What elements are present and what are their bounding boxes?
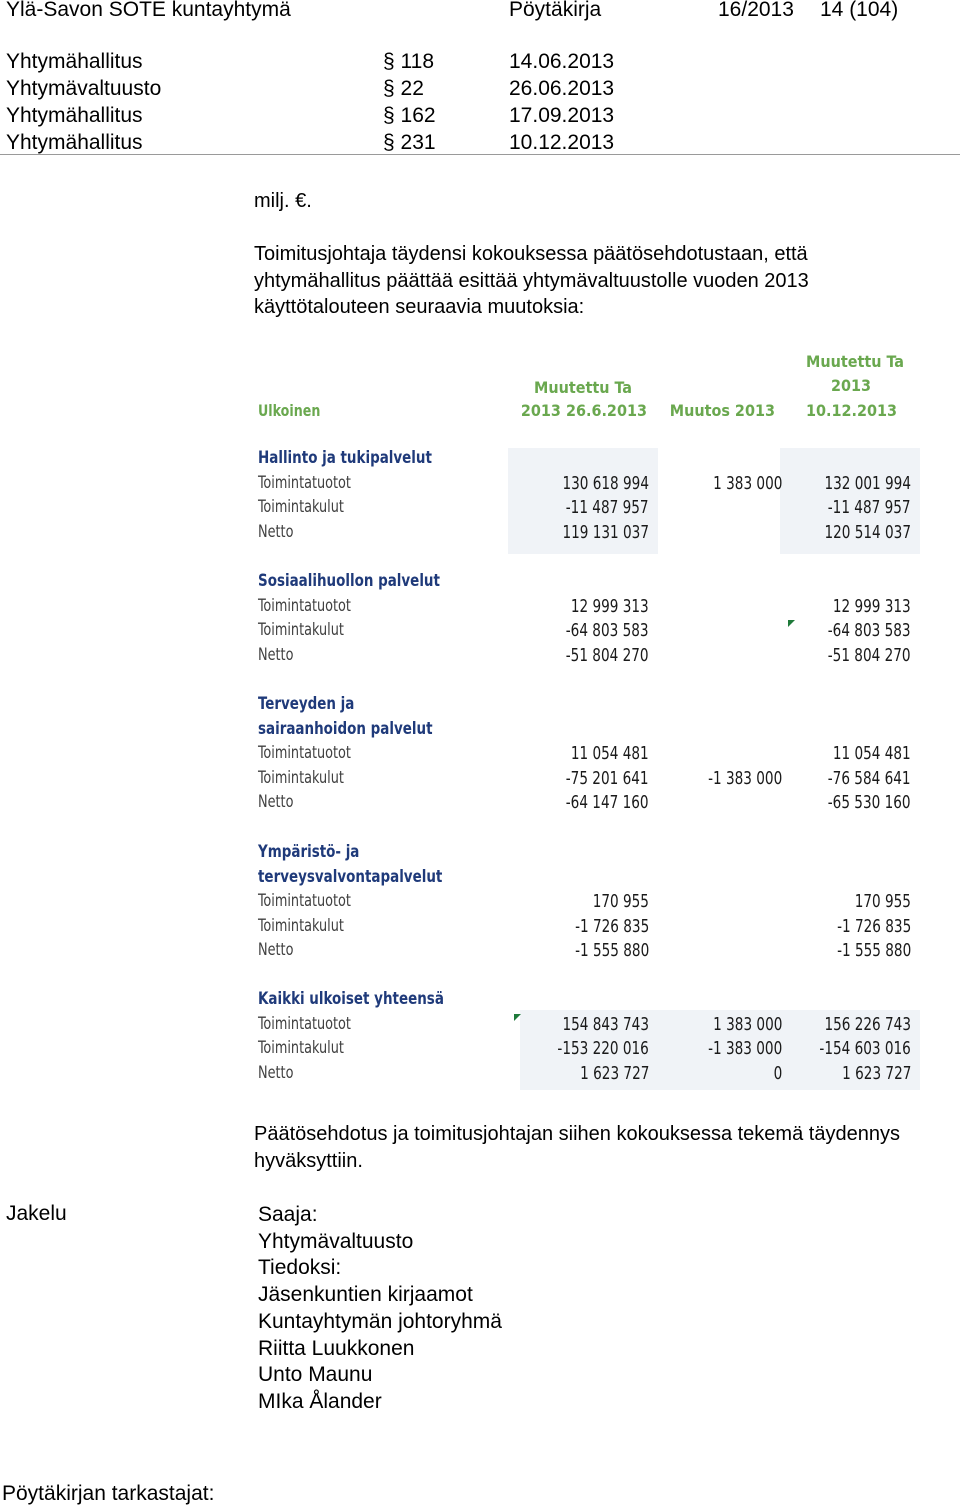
section-title: Hallinto ja tukipalvelut [258, 448, 432, 468]
value-before: -1 726 835 [574, 915, 649, 937]
distribution-line: Unto Maunu [258, 1363, 373, 1387]
value-after: -154 603 016 [819, 1038, 911, 1060]
column-header: 10.12.2013 [805, 401, 897, 420]
document-number: 16/2013 [718, 0, 794, 21]
column-header: Muutettu Ta [534, 378, 632, 397]
distribution-line: Saaja: [258, 1203, 318, 1226]
value-before: -11 487 957 [566, 497, 649, 519]
row-label: Toimintakulut [258, 915, 344, 936]
value-before: -64 147 160 [566, 792, 649, 814]
value-after: 11 054 481 [833, 743, 911, 764]
value-after: -11 487 957 [828, 497, 911, 519]
row-label: Toimintakulut [258, 497, 344, 518]
reference-section: § 231 [383, 131, 436, 154]
section-title: Ympäristö- ja [258, 842, 360, 862]
value-after: -1 726 835 [836, 915, 911, 937]
value-change: 0 [773, 1062, 782, 1084]
value-after: -64 803 583 [828, 620, 911, 642]
value-after: 156 226 743 [824, 1013, 911, 1035]
value-change: -1 383 000 [707, 1038, 782, 1060]
header-divider [0, 154, 960, 155]
value-before: 11 054 481 [571, 743, 649, 764]
reference-date: 10.12.2013 [509, 131, 615, 154]
document-type: Pöytäkirja [509, 0, 602, 21]
row-label: Netto [258, 940, 294, 961]
reference-body: Yhtymähallitus [6, 50, 143, 73]
value-before: -64 803 583 [566, 620, 649, 642]
reference-body: Yhtymähallitus [6, 104, 143, 127]
column-header: Muutettu Ta [806, 352, 904, 371]
page-number: 14 (104) [820, 0, 899, 21]
reference-date: 26.06.2013 [509, 77, 615, 100]
value-after: 1 623 727 [841, 1062, 911, 1084]
unit-note: milj. €. [254, 190, 312, 212]
section-title: Kaikki ulkoiset yhteensä [258, 989, 444, 1009]
value-before: 12 999 313 [571, 595, 649, 617]
row-label: Toimintakulut [258, 767, 344, 788]
reference-date: 14.06.2013 [509, 50, 615, 73]
column-header: 2013 26.6.2013 [520, 401, 647, 420]
row-label: Toimintakulut [258, 1038, 344, 1059]
distribution-line: MIka Ålander [258, 1389, 382, 1413]
value-before: -1 555 880 [574, 940, 649, 962]
value-change: 1 383 000 [712, 472, 782, 494]
reference-section: § 22 [383, 77, 424, 100]
table-title: Ulkoinen [258, 401, 321, 420]
row-label: Toimintatuotot [258, 891, 351, 911]
value-before: 1 623 727 [579, 1062, 649, 1084]
value-before: -75 201 641 [566, 767, 649, 789]
cell-marker-icon [788, 620, 795, 627]
row-label: Netto [258, 792, 294, 813]
reference-section: § 162 [383, 104, 436, 127]
value-change: -1 383 000 [707, 767, 782, 789]
column-header: 2013 [830, 376, 871, 395]
value-after: -76 584 641 [828, 767, 911, 789]
row-label: Netto [258, 1062, 294, 1083]
reference-section: § 118 [383, 50, 434, 73]
value-after: -65 530 160 [828, 792, 911, 814]
intro-paragraph: Toimitusjohtaja täydensi kokouksessa päätösehdotustaan, että yhtymähallitus päättää esittää yhtymävaltuustolle vuoden 2013 käyttötalouteen seuraavia muutoksia: [254, 243, 809, 318]
row-label: Toimintatuotot [258, 1013, 351, 1034]
footer-reviewers: Pöytäkirjan tarkastajat: [2, 1482, 215, 1505]
value-before: 170 955 [592, 891, 649, 912]
section-title: sairaanhoidon palvelut [258, 718, 433, 739]
value-before: 154 843 743 [562, 1013, 649, 1035]
distribution-line: Tiedoksi: [258, 1256, 342, 1280]
reference-body: Yhtymävaltuusto [6, 77, 162, 100]
section-title: Terveyden ja [258, 694, 355, 714]
distribution-list [258, 1202, 502, 1416]
value-before: -153 220 016 [557, 1038, 649, 1060]
row-label: Toimintatuotot [258, 595, 351, 616]
row-label: Toimintatuotot [258, 472, 351, 493]
reference-body: Yhtymähallitus [6, 131, 143, 154]
distribution-line: Jäsenkuntien kirjaamot [258, 1283, 473, 1307]
cell-marker-icon [514, 1014, 521, 1021]
distribution-line: Yhtymävaltuusto [258, 1229, 414, 1253]
section-title: terveysvalvontapalvelut [258, 866, 443, 887]
value-after: 120 514 037 [824, 521, 911, 543]
value-after: -51 804 270 [828, 644, 911, 666]
value-before: 119 131 037 [562, 521, 649, 543]
row-label: Toimintakulut [258, 620, 344, 641]
conclusion-paragraph: Päätösehdotus ja toimitusjohtajan siihen kokouksessa tekemä täydennys hyväksyttiin. [254, 1123, 900, 1172]
reference-date: 17.09.2013 [509, 104, 615, 127]
value-after: 132 001 994 [824, 472, 911, 494]
distribution-label: Jakelu [6, 1202, 67, 1225]
value-after: 170 955 [854, 891, 911, 912]
section-title: Sosiaalihuollon palvelut [258, 571, 440, 591]
value-after: 12 999 313 [833, 595, 911, 617]
row-label: Netto [258, 644, 294, 665]
row-label: Netto [258, 521, 294, 542]
value-before: 130 618 994 [562, 472, 649, 494]
value-before: -51 804 270 [566, 644, 649, 666]
row-label: Toimintatuotot [258, 743, 351, 763]
distribution-line: Kuntayhtymän johtoryhmä [258, 1309, 502, 1333]
organization-name: Ylä-Savon SOTE kuntayhtymä [6, 0, 291, 21]
value-after: -1 555 880 [836, 940, 911, 962]
column-header: Muutos 2013 [669, 401, 775, 420]
value-change: 1 383 000 [712, 1013, 782, 1035]
distribution-line: Riitta Luukkonen [258, 1336, 415, 1360]
